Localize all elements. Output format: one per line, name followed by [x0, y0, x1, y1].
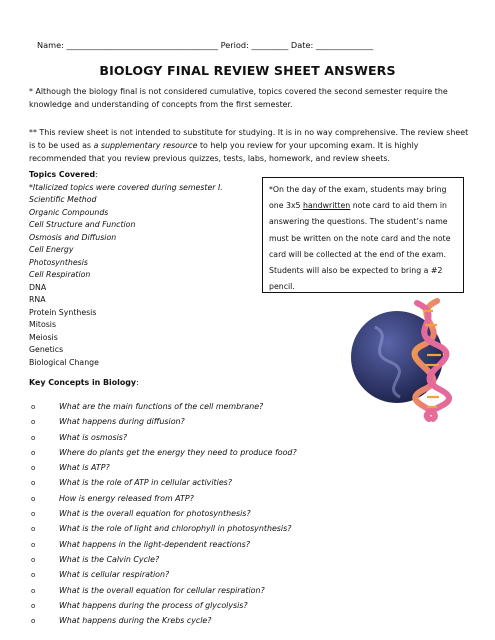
bullet-icon: o: [31, 418, 36, 427]
bullet-icon: o: [31, 540, 36, 549]
topic-item: Biological Change: [29, 357, 99, 367]
notebox-underlined: handwritten: [303, 201, 351, 211]
question-text: What are the main functions of the cell membrane?: [59, 402, 264, 411]
topics-heading-colon: :: [95, 170, 98, 179]
topic-item: Protein Synthesis: [29, 307, 97, 317]
note-card-box: [262, 177, 464, 293]
key-concepts-colon: :: [136, 378, 139, 387]
topic-item: Osmosis and Diffusion: [29, 232, 117, 242]
question-text: How is energy released from ATP?: [59, 493, 194, 503]
topic-item: Genetics: [29, 345, 64, 354]
dna-helix-illustration: [345, 297, 470, 422]
bullet-icon: o: [31, 555, 36, 564]
bullet-icon: o: [31, 433, 36, 442]
bullet-icon: o: [31, 494, 36, 503]
intro-p2-italic: a supplementary resource: [93, 141, 198, 150]
notebox-text-after: note card to aid them in answering the questions. The student’s name must be written on the note card and the note card will be collected at the end of the exam. Students will also be expected to bring a #2 pencil.: [269, 201, 451, 292]
topic-item: Cell Energy: [29, 245, 74, 254]
question-item: [31, 414, 297, 429]
bullet-icon: o: [31, 448, 36, 457]
question-text: What is the role of light and chlorophyll in photosynthesis?: [59, 524, 292, 534]
question-text: What happens during the process of glycolysis?: [59, 600, 248, 610]
question-item: [31, 552, 297, 567]
notebox-text-before: *On the day of the exam, students may bring one 3x5: [269, 185, 447, 211]
question-text: What is the overall equation for photosynthesis?: [59, 509, 251, 519]
topic-item: DNA: [29, 282, 47, 292]
question-text: What happens in the light-dependent reactions?: [59, 539, 250, 549]
topic-item: Photosynthesis: [29, 257, 88, 267]
question-text: What is cellular respiration?: [59, 570, 170, 580]
question-text: What is the overall equation for cellular respiration?: [59, 585, 265, 595]
topics-heading-row: [29, 169, 223, 182]
topic-item: Cell Structure and Function: [29, 220, 136, 229]
question-item: [31, 567, 297, 582]
intro-paragraph-2: [29, 126, 475, 165]
question-text: What happens during the Krebs cycle?: [59, 616, 212, 626]
bullet-icon: o: [31, 571, 36, 580]
topic-item: RNA: [29, 295, 46, 304]
bullet-icon: o: [31, 403, 36, 411]
question-item: [31, 491, 297, 506]
question-item: [31, 613, 297, 628]
question-item: [31, 583, 297, 598]
question-item: [31, 399, 297, 414]
topic-item: Organic Compounds: [29, 207, 109, 217]
question-item: [31, 430, 297, 445]
topic-item: Scientific Method: [29, 195, 97, 204]
question-item: [31, 506, 297, 521]
key-concepts-heading-row: [29, 378, 139, 387]
intro-p2-start: ** This review sheet is not intended to substitute for studying. It is in no way comprehensive. The review sheet is to be used as: [29, 128, 469, 150]
question-text: What happens during diffusion?: [59, 417, 185, 427]
question-item: [31, 598, 297, 613]
question-text: What is ATP?: [59, 463, 110, 473]
key-concepts-questions: [31, 399, 297, 628]
question-text: What is the role of ATP in cellular activities?: [59, 478, 232, 488]
key-concepts-heading: Key Concepts in Biology: [29, 378, 137, 387]
bullet-icon: o: [31, 510, 36, 519]
question-item: [31, 475, 297, 490]
topic-item: Cell Respiration: [29, 270, 91, 279]
bullet-icon: o: [31, 464, 36, 473]
bullet-icon: o: [31, 586, 36, 595]
topic-item: Meiosis: [29, 332, 58, 342]
topic-item: Mitosis: [29, 320, 57, 329]
question-item: [31, 445, 297, 460]
question-item: [31, 537, 297, 552]
page-title: BIOLOGY FINAL REVIEW SHEET ANSWERS: [99, 63, 396, 78]
topics-covered-section: [29, 169, 223, 369]
question-text: Where do plants get the energy they need to produce food?: [59, 447, 297, 457]
question-item: [31, 521, 297, 536]
topics-note: *Italicized topics were covered during semester I.: [29, 182, 223, 192]
topics-heading: Topics Covered: [29, 170, 96, 179]
intro-p2-end: to help you review for your upcoming exam. It is highly recommended that you review previous quizzes, tests, labs, homework, and review sheets.: [29, 141, 419, 163]
bullet-icon: o: [31, 479, 36, 488]
bullet-icon: o: [31, 617, 36, 626]
bullet-icon: o: [31, 525, 36, 534]
bullet-icon: o: [31, 601, 36, 610]
question-text: What is osmosis?: [59, 432, 128, 442]
question-item: [31, 460, 297, 475]
topics-list: [29, 194, 223, 369]
intro-paragraph-1: * Although the biology final is not considered cumulative, topics covered the second semester require the knowledge and understanding of concepts from the first semester.: [29, 87, 448, 109]
question-text: What is the Calvin Cycle?: [59, 554, 160, 564]
name-period-date-line: Name: _____________________________________ Period: _________ Date: ______________: [37, 40, 374, 50]
